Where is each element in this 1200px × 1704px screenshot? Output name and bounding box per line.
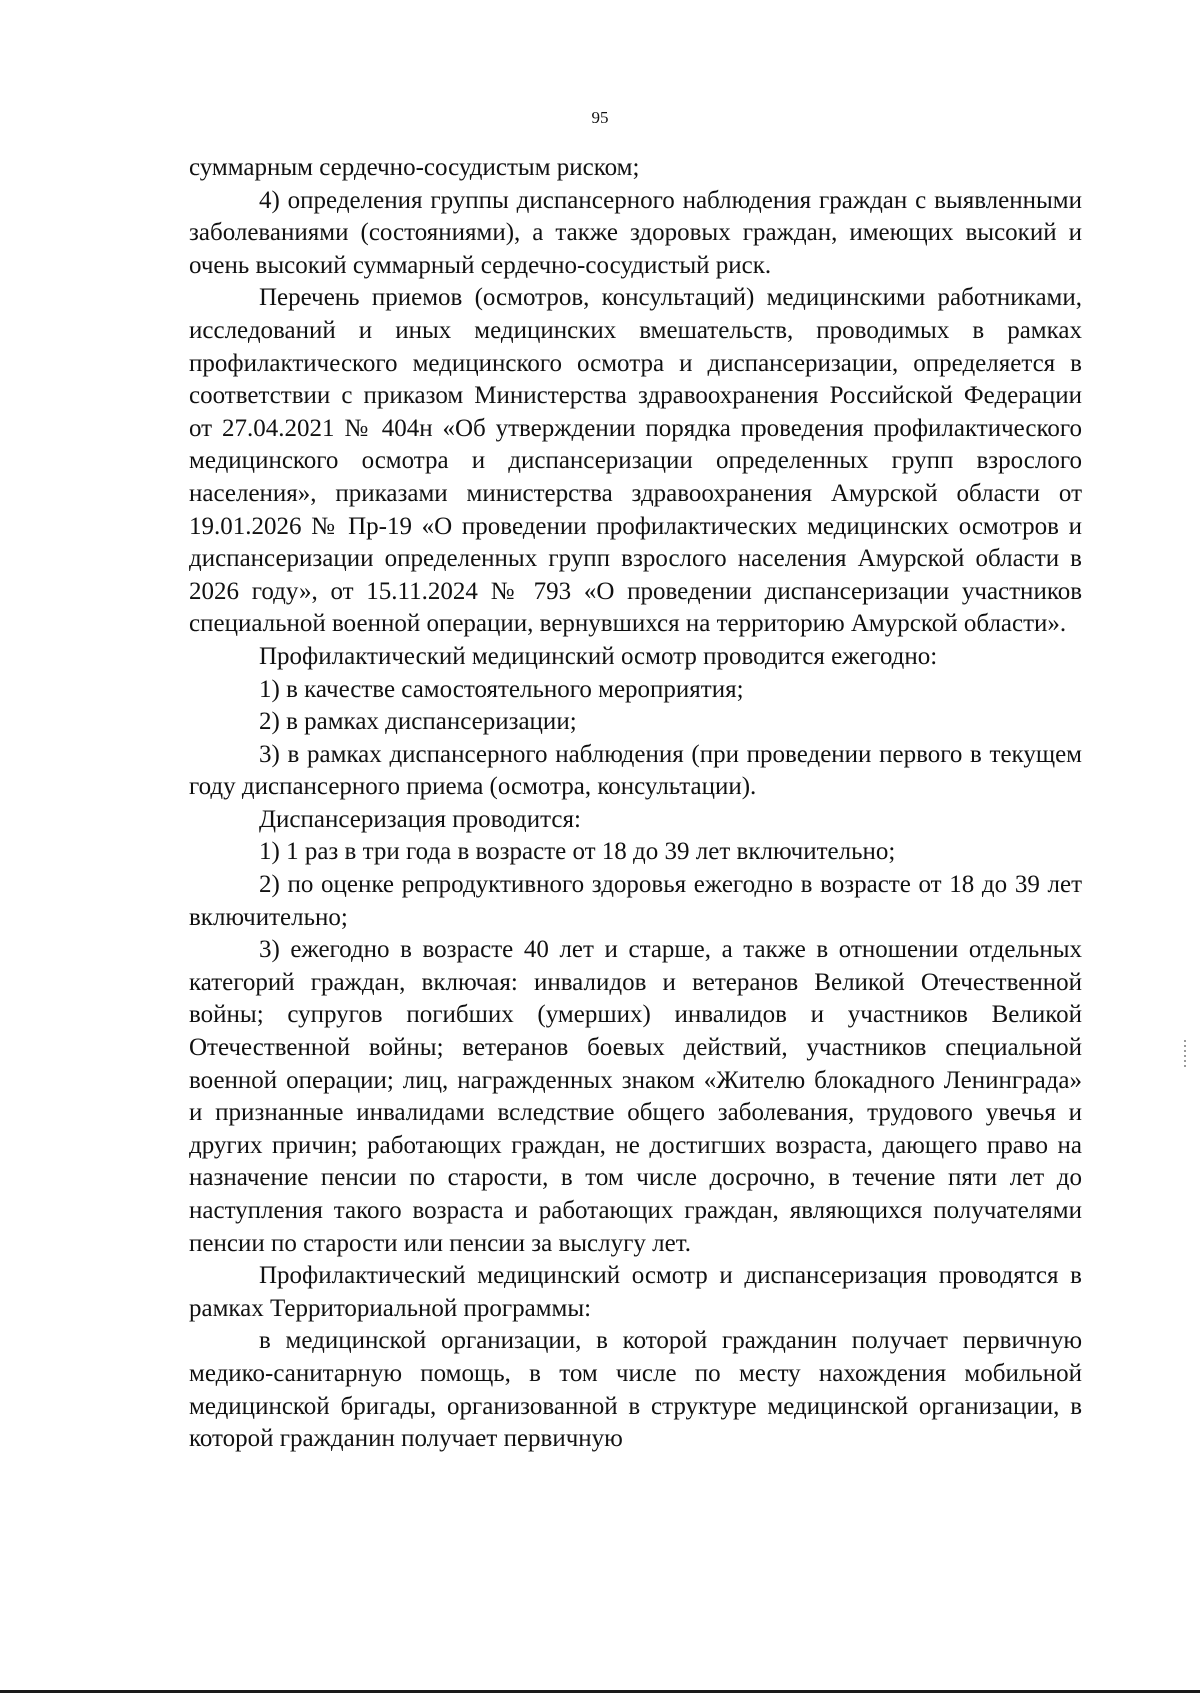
- paragraph-territorial-program: Профилактический медицинский осмотр и диспансеризация проводятся в рамках Территориальной программы:: [189, 1262, 1082, 1322]
- paragraph-medical-organization: в медицинской организации, в которой гражданин получает первичную медико-санитарную помощь, в том числе по месту нахождения мобильной медицинской бригады, организованной в структуре медицинской организации, в которой гражданин получает первичную: [189, 1327, 1082, 1453]
- paragraph-dispensarization-item-2: 2) по оценке репродуктивного здоровья ежегодно в возрасте от 18 до 39 лет включительно;: [189, 871, 1082, 931]
- page-number: 95: [591, 108, 609, 127]
- document-body: [189, 152, 1082, 1456]
- paragraph-prof-exam-item-2: 2) в рамках диспансеризации;: [259, 708, 577, 736]
- paragraph-continuation: суммарным сердечно-сосудистым риском;: [189, 154, 640, 181]
- scan-artifact-mark: [1184, 1040, 1186, 1068]
- paragraph-dispensarization-heading: Диспансеризация проводится:: [259, 805, 581, 833]
- paragraph-prof-exam-heading: Профилактический медицинский осмотр проводится ежегодно:: [259, 642, 938, 670]
- paragraph-prof-exam-item-1: 1) в качестве самостоятельного мероприятия;: [259, 675, 744, 703]
- paragraph-dispensarization-item-1: 1) 1 раз в три года в возрасте от 18 до 39 лет включительно;: [259, 838, 896, 866]
- paragraph-dispensarization-item-3: 3) ежегодно в возрасте 40 лет и старше, а также в отношении отдельных категорий граждан, включая: инвалидов и ветеранов Великой Отечественной войны; супругов погибших (умерших) инвалидов и участников Великой Отечественной войны; ветеранов боевых действий, участников специальной военной операции; лиц, награжденных знаком «Жителю блокадного Ленинграда» и признанные инвалидами вследствие общего заболевания, трудового увечья и других причин; работающих граждан, не достигших возраста, дающего право на назначение пенсии по старости, в том числе досрочно, в течение пяти лет до наступления такого возраста и работающих граждан, являющихся получателями пенсии по старости или пенсии за выслугу лет.: [189, 936, 1082, 1257]
- paragraph-item-4-dispensary-group: 4) определения группы диспансерного наблюдения граждан с выявленными заболеваниями (состояниями), а также здоровых граждан, имеющих высокий и очень высокий суммарный сердечно-сосудистый риск.: [189, 186, 1082, 279]
- paragraph-prof-exam-item-3: 3) в рамках диспансерного наблюдения (при проведении первого в текущем году диспансерного приема (осмотра, консультации).: [189, 740, 1082, 801]
- scan-bottom-edge: [0, 1690, 1200, 1693]
- paragraph-list-of-examinations: Перечень приемов (осмотров, консультаций) медицинскими работниками, исследований и иных медицинских вмешательств, проводимых в рамках профилактического медицинского осмотра и диспансеризации, определяется в соответствии с приказом Министерства здравоохранения Российской Федерации от 27.04.2021 № 404н «Об утверждении порядка проведения профилактического медицинского осмотра и диспансеризации определенных групп взрослого населения», приказами министерства здравоохранения Амурской области от 19.01.2026 № Пр-19 «О проведении профилактических медицинских осмотров и диспансеризации определенных групп взрослого населения Амурской области в 2026 году», от 15.11.2024 № 793 «О проведении диспансеризации участников специальной военной операции, вернувшихся на территорию Амурской области».: [189, 284, 1082, 638]
